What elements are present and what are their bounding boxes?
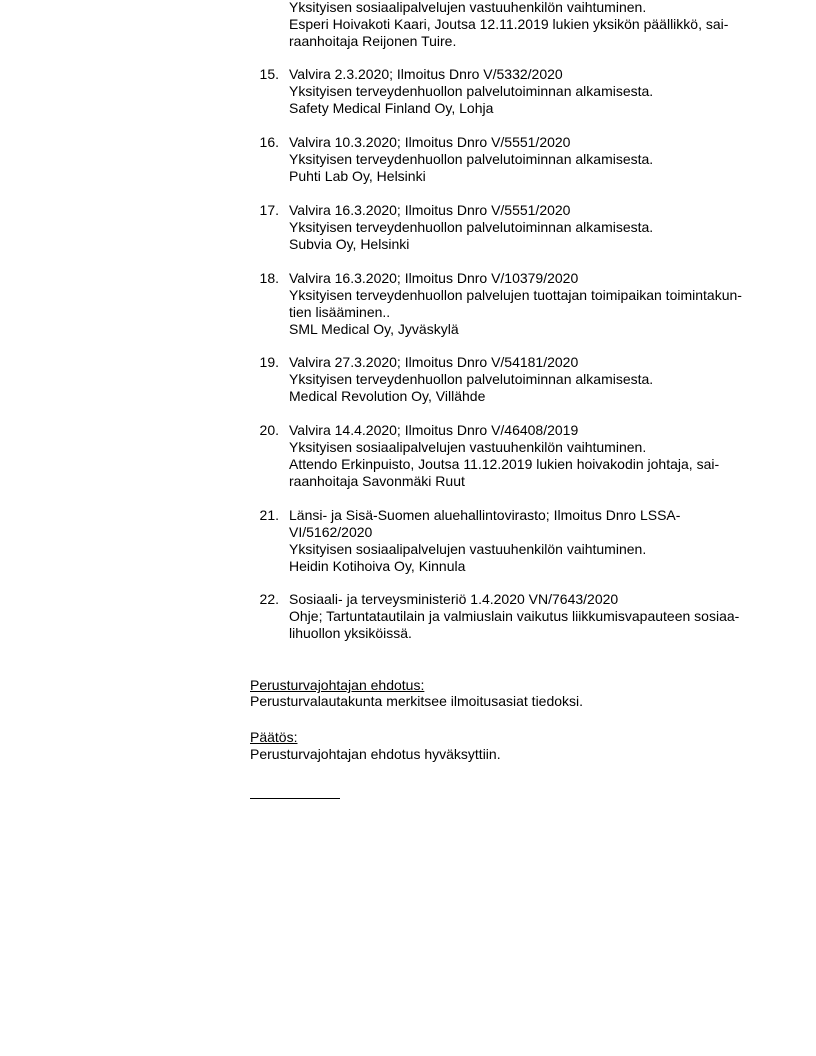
item-line: Sosiaali- ja terveysministeriö 1.4.2020 VN/7643/2020 [289,591,619,607]
item-line: tien lisääminen.. [289,304,391,320]
item-line: Yksityisen terveydenhuollon palvelutoiminnan alkamisesta. [289,151,654,167]
item-line: Valvira 2.3.2020; Ilmoitus Dnro V/5332/2020 [289,66,563,82]
item-number: 20. [259,422,279,438]
item-line: Yksityisen terveydenhuollon palvelujen tuottajan toimipaikan toimintakun- [289,287,742,303]
item-line: Valvira 16.3.2020; Ilmoitus Dnro V/5551/2020 [289,202,571,218]
item-line: Länsi- ja Sisä-Suomen aluehallintovirasto; Ilmoitus Dnro LSSA- [289,507,681,523]
item-number: 17. [259,202,279,218]
closing-rule [250,798,340,799]
item-line: Valvira 10.3.2020; Ilmoitus Dnro V/5551/2020 [289,134,571,150]
decision-heading: Päätös: [250,729,298,745]
item-line: Valvira 27.3.2020; Ilmoitus Dnro V/54181/2020 [289,354,579,370]
continued-item-line: Esperi Hoivakoti Kaari, Joutsa 12.11.2019 lukien yksikön päällikkö, sai- [289,16,729,32]
item-line: lihuollon yksiköissä. [289,625,412,641]
item-line: Valvira 16.3.2020; Ilmoitus Dnro V/10379/2020 [289,270,579,286]
item-line: Puhti Lab Oy, Helsinki [289,168,426,184]
item-line: Yksityisen terveydenhuollon palvelutoiminnan alkamisesta. [289,219,654,235]
item-line: Yksityisen sosiaalipalvelujen vastuuhenkilön vaihtuminen. [289,541,647,557]
proposal-heading: Perusturvajohtajan ehdotus: [250,677,425,693]
item-line: Yksityisen sosiaalipalvelujen vastuuhenkilön vaihtuminen. [289,439,647,455]
item-line: Valvira 14.4.2020; Ilmoitus Dnro V/46408/2019 [289,422,579,438]
item-line: SML Medical Oy, Jyväskylä [289,321,459,337]
item-line: Yksityisen terveydenhuollon palvelutoiminnan alkamisesta. [289,371,654,387]
item-line: Subvia Oy, Helsinki [289,236,410,252]
item-line: Ohje; Tartuntatautilain ja valmiuslain vaikutus liikkumisvapauteen sosiaa- [289,608,740,624]
item-line: Heidin Kotihoiva Oy, Kinnula [289,558,466,574]
continued-item-line: Yksityisen sosiaalipalvelujen vastuuhenkilön vaihtuminen. [289,0,647,15]
item-number: 18. [259,270,279,286]
continued-item-line: raanhoitaja Reijonen Tuire. [289,33,457,49]
item-number: 22. [259,591,279,607]
item-number: 21. [259,507,279,523]
item-line: Safety Medical Finland Oy, Lohja [289,100,494,116]
item-line: Medical Revolution Oy, Villähde [289,388,486,404]
item-line: VI/5162/2020 [289,524,373,540]
decision-text: Perusturvajohtajan ehdotus hyväksyttiin. [250,746,501,762]
item-number: 15. [259,66,279,82]
item-line: Attendo Erkinpuisto, Joutsa 11.12.2019 lukien hoivakodin johtaja, sai- [289,456,720,472]
proposal-text: Perusturvalautakunta merkitsee ilmoitusasiat tiedoksi. [250,693,584,709]
item-line: Yksityisen terveydenhuollon palvelutoiminnan alkamisesta. [289,83,654,99]
item-number: 19. [259,354,279,370]
item-number: 16. [259,134,279,150]
item-line: raanhoitaja Savonmäki Ruut [289,473,465,489]
